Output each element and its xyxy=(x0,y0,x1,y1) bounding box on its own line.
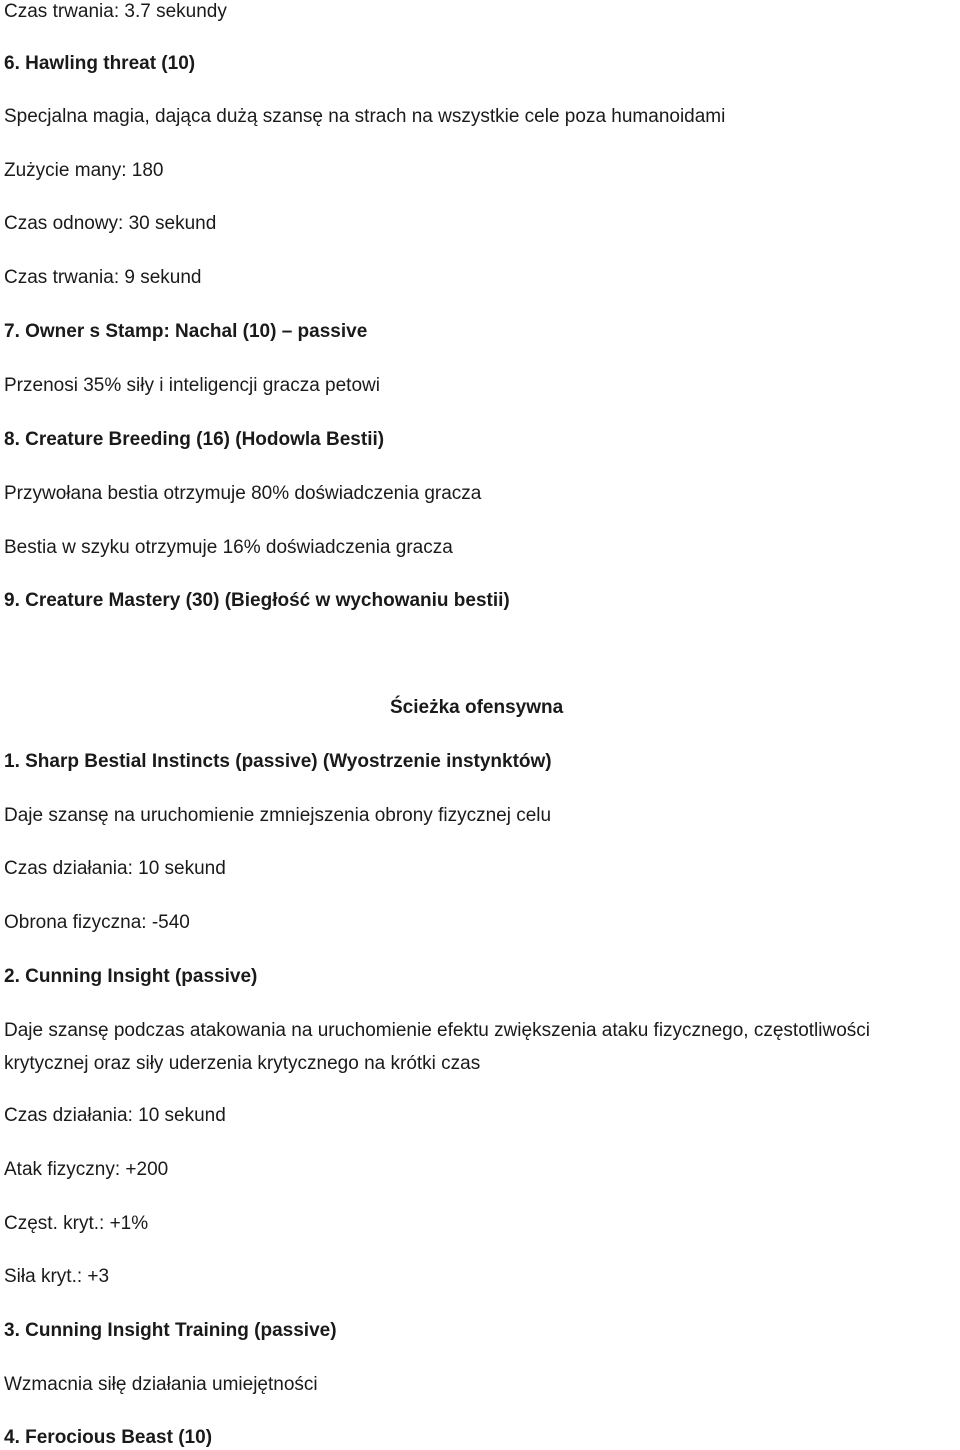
skill-heading: 2. Cunning Insight (passive) xyxy=(4,966,258,987)
skill-description: Daje szansę na uruchomienie zmniejszenia obrony fizycznej celu xyxy=(4,805,552,826)
skill-heading: 9. Creature Mastery (30) (Biegłość w wychowaniu bestii) xyxy=(4,590,510,611)
stat-line: Atak fizyczny: +200 xyxy=(4,1159,169,1180)
duration-line: Czas trwania: 3.7 sekundy xyxy=(4,1,227,22)
skill-description: Specjalna magia, dająca dużą szansę na strach na wszystkie cele poza humanoidami xyxy=(4,106,726,127)
stat-line: Obrona fizyczna: -540 xyxy=(4,912,190,933)
skill-description: Przywołana bestia otrzymuje 80% doświadczenia gracza xyxy=(4,483,482,504)
skill-description: Przenosi 35% siły i inteligencji gracza petowi xyxy=(4,375,380,396)
duration-line: Czas trwania: 9 sekund xyxy=(4,267,202,288)
skill-description: Wzmacnia siłę działania umiejętności xyxy=(4,1374,318,1395)
section-heading: Ścieżka ofensywna xyxy=(390,697,564,718)
duration-line: Czas działania: 10 sekund xyxy=(4,858,226,879)
skill-heading: 3. Cunning Insight Training (passive) xyxy=(4,1320,337,1341)
skill-heading: 8. Creature Breeding (16) (Hodowla Bestii) xyxy=(4,429,385,450)
skill-heading: 7. Owner s Stamp: Nachal (10) – passive xyxy=(4,321,368,342)
skill-description: Bestia w szyku otrzymuje 16% doświadczenia gracza xyxy=(4,537,453,558)
skill-heading: 6. Hawling threat (10) xyxy=(4,53,196,74)
mana-cost-line: Zużycie many: 180 xyxy=(4,160,164,181)
stat-line: Częst. kryt.: +1% xyxy=(4,1213,149,1234)
skill-heading: 4. Ferocious Beast (10) xyxy=(4,1427,213,1448)
duration-line: Czas działania: 10 sekund xyxy=(4,1105,226,1126)
skill-description: Daje szansę podczas atakowania na uruchomienie efektu zwiększenia ataku fizycznego, częstotliwości krytycznej oraz siły uderzenia krytycznego na krótki czas xyxy=(4,1020,871,1074)
cooldown-line: Czas odnowy: 30 sekund xyxy=(4,213,217,234)
stat-line: Siła kryt.: +3 xyxy=(4,1266,110,1287)
skill-heading: 1. Sharp Bestial Instincts (passive) (Wyostrzenie instynktów) xyxy=(4,751,552,772)
